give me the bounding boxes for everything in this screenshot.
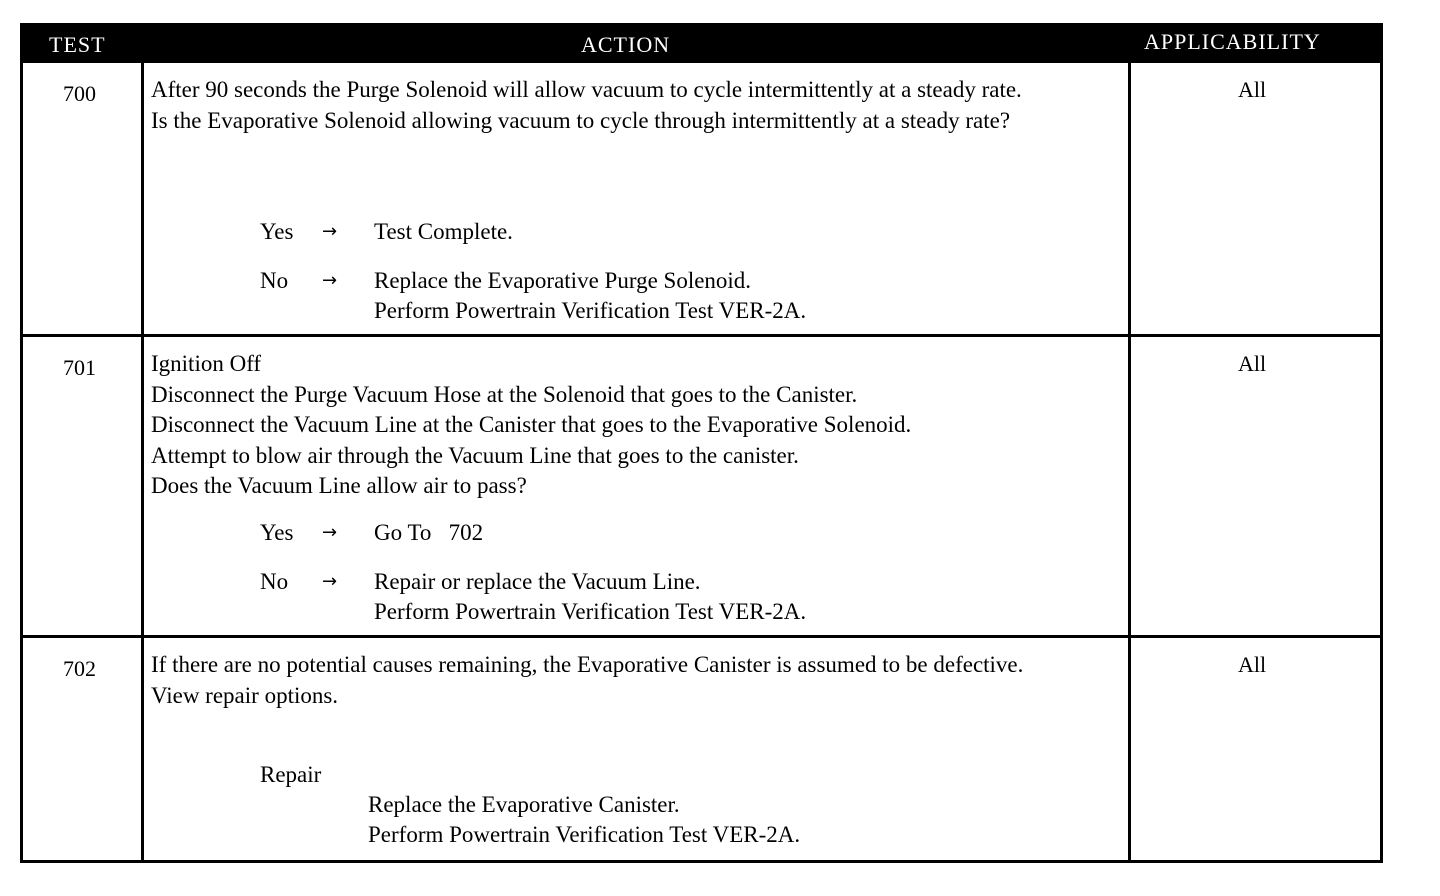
response-line: Replace the Evaporative Purge Solenoid. bbox=[374, 268, 752, 293]
arrow-right-icon: → bbox=[322, 571, 338, 592]
response-text bbox=[374, 567, 806, 627]
repair-label: Repair bbox=[260, 762, 322, 787]
test-number: 702 bbox=[63, 656, 96, 681]
response-text bbox=[374, 217, 513, 247]
table-row bbox=[23, 63, 1380, 337]
response-text bbox=[374, 266, 806, 326]
arrow-right-icon: → bbox=[322, 522, 338, 543]
action-line: Ignition Off bbox=[151, 351, 262, 376]
action-line: If there are no potential causes remaining, the Evaporative Canister is assumed to be defective. bbox=[151, 652, 1024, 677]
applicability-value: All bbox=[1238, 77, 1267, 102]
header-test: TEST bbox=[49, 32, 106, 57]
table-row bbox=[23, 638, 1380, 860]
response-line: Repair or replace the Vacuum Line. bbox=[374, 569, 701, 594]
arrow-right-icon: → bbox=[322, 221, 338, 242]
test-number: 700 bbox=[63, 81, 96, 106]
response-line: Go To 702 bbox=[374, 520, 484, 545]
response-line: Perform Powertrain Verification Test VER-2A. bbox=[374, 298, 807, 323]
response-label: No bbox=[260, 569, 289, 594]
action-line: Disconnect the Purge Vacuum Hose at the Solenoid that goes to the Canister. bbox=[151, 381, 858, 407]
response-label: Yes bbox=[260, 219, 294, 244]
action-line: Attempt to blow air through the Vacuum Line that goes to the canister. bbox=[151, 442, 799, 468]
header-action: ACTION bbox=[581, 32, 671, 57]
arrow-right-icon: → bbox=[322, 270, 338, 291]
table-row bbox=[23, 337, 1380, 638]
header-applicability: APPLICABILITY bbox=[1144, 29, 1321, 54]
repair-text bbox=[368, 790, 800, 850]
response-line: Test Complete. bbox=[374, 219, 513, 244]
table-header bbox=[23, 26, 1380, 63]
response-label: Yes bbox=[260, 520, 294, 545]
action-line: After 90 seconds the Purge Solenoid will allow vacuum to cycle intermittently at a steady rate. bbox=[151, 77, 1022, 102]
response-text bbox=[374, 518, 483, 548]
repair-line: Replace the Evaporative Canister. bbox=[368, 792, 680, 817]
response-line: Perform Powertrain Verification Test VER-2A. bbox=[374, 599, 807, 624]
repair-line: Perform Powertrain Verification Test VER-2A. bbox=[368, 822, 801, 847]
action-line: View repair options. bbox=[151, 682, 339, 708]
action-text bbox=[151, 75, 1121, 136]
action-line: Does the Vacuum Line allow air to pass? bbox=[151, 473, 527, 498]
action-line: Disconnect the Vacuum Line at the Canister that goes to the Evaporative Solenoid. bbox=[151, 412, 912, 437]
applicability-value: All bbox=[1238, 351, 1267, 376]
response-label: No bbox=[260, 268, 289, 293]
test-number: 701 bbox=[63, 355, 96, 380]
action-line: Is the Evaporative Solenoid allowing vacuum to cycle through intermittently at a steady rate? bbox=[151, 107, 1011, 133]
diagnostic-test-table bbox=[20, 23, 1383, 863]
action-text bbox=[151, 349, 1121, 502]
action-text bbox=[151, 650, 1121, 711]
applicability-value: All bbox=[1238, 652, 1267, 677]
